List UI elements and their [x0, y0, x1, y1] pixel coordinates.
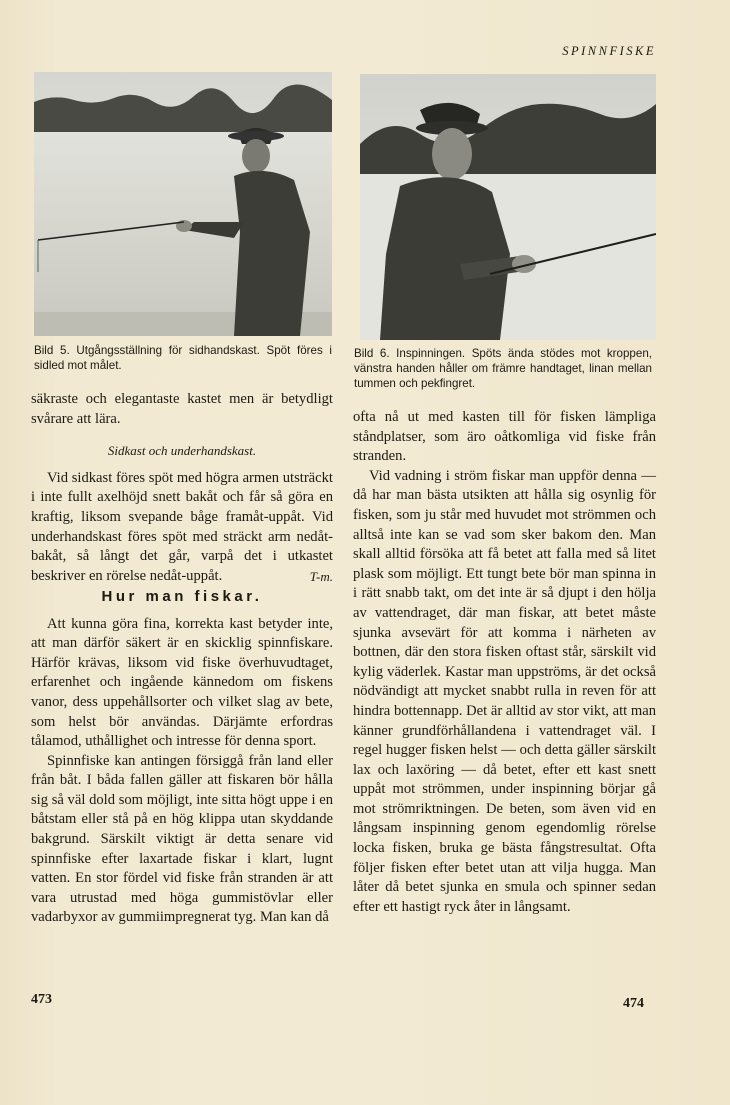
section-heading: Hur man fiskar. — [101, 587, 263, 605]
right-column — [353, 408, 656, 917]
left-column — [31, 390, 333, 928]
paragraph: Spinnfiske kan antingen försiggå från land eller från båt. I båda fallen gäller att fiskaren bör hålla sig så väl dold som möjligt, inte sitta högt uppe i en båtstam eller stå på en hög klippa utan skyddande bakgrund. Särskilt viktigt är detta senare vid spinnfiske efter laxartade fiskar i klart, lugnt vatten. En stor fördel vid fiske från stranden är att vara utrustad med höga gummistövlar eller vadarbyxor av gummiimpregnerat tyg. Man kan då — [31, 752, 333, 926]
photo-bild-6 — [360, 74, 656, 340]
paragraph: ofta nå ut med kasten till för fisken lämpliga ståndplatser, som äro oåtkomliga vid fiske från stranden. — [353, 409, 656, 465]
paragraph: Att kunna göra fina, korrekta kast betyder inte, att man därför säkert är en skicklig spinnfiskare. Härför krävas, liksom vid fiske överhuvudtaget, erfarenhet och ingående kännedom om fiskens vanor, dess uppehållsorter och vilket slag av bete, som helst bör användas. Därjämte erfordras tålamod, uthållighet och intresse för denna sport. — [31, 615, 333, 750]
author-signature: T-m. — [309, 569, 333, 585]
photo-bild-6-image — [360, 74, 656, 340]
paragraph: Vid sidkast föres spöt med högra armen utsträckt i inte fullt axelhöjd snett bakåt och får så göra en kraftig, liksom svepande båge framåt-uppåt. Vid underhandskast föres spöt med sträckt arm nedåt-bakåt, så långt det går, varpå det i utkastet beskriver en rörelse nedåt-uppåt. — [31, 469, 333, 584]
paragraph: säkraste och elegantaste kastet men är betydligt svårare att lära. — [31, 391, 333, 427]
caption-bild-6 — [354, 346, 652, 391]
caption-label: Bild 6. — [354, 347, 390, 360]
page-number-right: 474 — [623, 996, 644, 1011]
caption-text: Inspinningen. Spöts ända stödes mot kroppen, vänstra handen håller om främre handtaget, linan mellan tummen och pekfingret. — [354, 347, 652, 390]
photo-bild-5 — [34, 72, 332, 336]
caption-bild-5 — [34, 343, 332, 373]
caption-label: Bild 5. — [34, 344, 70, 357]
page-number-left: 473 — [31, 992, 52, 1007]
photo-bild-5-image — [34, 72, 332, 336]
running-head: SPINNFISKE — [562, 44, 656, 58]
subheading: Sidkast och underhandskast. — [107, 443, 257, 459]
caption-text: Utgångsställning för sidhandskast. Spöt föres i sidled mot målet. — [34, 344, 332, 372]
paragraph: Vid vadning i ström fiskar man uppför denna — då har man bästa utsikten att hålla sig osynlig för fisken, som ju står med huvudet mot strömmen och alltså inte kan se vad som sker bakom den. Man skall alltid försöka att få betet att falla med så litet plask som möjligt. Ett tungt bete bör man spinna in i rätt snabb takt, om det inte är så djupt i den hölja av vattendraget, där man fiskar, att betet måste sjunka avsevärt för att komma i närheten av bottnen, där den stora fisken oftast står, särskilt vid kylig väderlek. Kastar man uppströms, är det också nödvändigt att mycket snabbt rulla in reven för att hindra bottennapp. Det är alltid av stor vikt, att man känner grundförhållandena i vattendraget väl. I regel hugger fisken helst — och detta gäller särskilt lax och laxöring — då betet, efter ett kast snett uppåt mot strömmen, under inspinning börjar gå mot strömriktningen. De beten, som även vid en långsam inspinning genom egendomlig rörelse locka fisken, bruka ge bästa fångstresultat. Ofta följer fisken efter betet utan att vilja hugga. Man låter då betet sjunka en smula och spinner sedan efter ett hastigt ryck åter in långsamt. — [353, 467, 656, 915]
